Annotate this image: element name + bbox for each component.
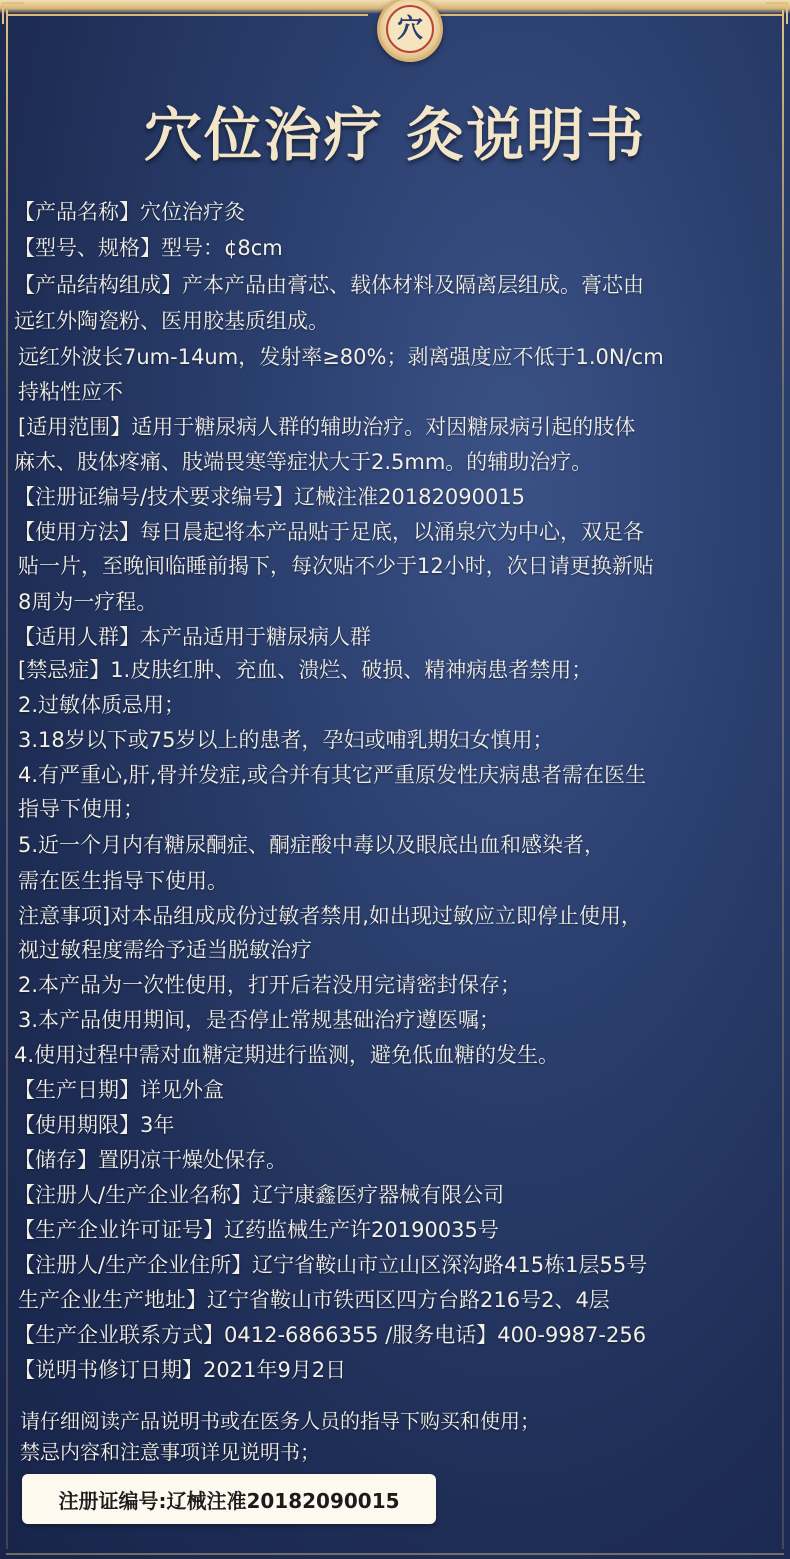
instruction-line: 【生产企业许可证号】辽药监械生产许20190035号 [14,1218,499,1242]
instruction-line: 3.18岁以下或75岁以上的患者，孕妇或哺乳期妇女慎用； [18,728,554,752]
corner-ornament-top-left [2,2,24,24]
instruction-line: 【注册证编号/技术要求编号】辽械注准20182090015 [14,485,526,509]
emblem-badge [377,0,443,62]
instruction-line: 3.本产品使用期间，是否停止常规基础治疗遵医嘱； [18,1008,501,1032]
top-border-line-left [8,14,368,16]
instruction-line: 【生产企业联系方式】0412-6866355 /服务电话】400-9987-256 [14,1323,647,1347]
registration-number: 注册证编号:辽械注准20182090015 [58,1488,400,1513]
instruction-line: 5.近一个月内有糖尿酮症、酮症酸中毒以及眼底出血和感染者， [18,833,606,857]
registration-number-box [22,1474,436,1524]
instruction-line: 【储存】置阴凉干燥处保存。 [14,1148,287,1172]
instruction-line: [适用范围】适用于糖尿病人群的辅助治疗。对因糖尿病引起的肢体 [18,415,636,439]
advisory-line: 请仔细阅读产品说明书或在医务人员的指导下购买和使用； [20,1409,540,1433]
instruction-line: 【生产日期】详见外盒 [14,1078,224,1102]
instruction-line: 需在医生指导下使用。 [18,869,228,893]
instruction-line: 8周为一疗程。 [18,590,158,614]
instruction-line: 视过敏程度需给予适当脱敏治疗 [18,938,312,962]
instruction-line: 【产品结构组成】产本产品由膏芯、载体材料及隔离层组成。膏芯由 [14,273,644,297]
instruction-line: 2.过敏体质忌用； [18,693,186,717]
instruction-line: 指导下使用； [18,797,144,821]
instruction-line: 4.有严重心,肝,骨并发症,或合并有其它严重原发性庆病患者需在医生 [18,763,647,787]
instruction-line: 持粘性应不 [18,380,123,404]
top-border-line-right [422,14,782,16]
instruction-line: 麻木、肢体疼痛、肢端畏寒等症状大于2.5mm。的辅助治疗。 [14,450,593,474]
instruction-line: 远红外陶瓷粉、医用胶基质组成。 [14,309,329,333]
instruction-line: 【使用期限】3年 [14,1113,175,1137]
instruction-line: 【适用人群】本产品适用于糖尿病人群 [14,625,371,649]
instruction-line: 【型号、规格】型号：¢8cm [14,236,283,260]
right-border [782,10,784,1549]
emblem-inner-ring [386,5,434,53]
instruction-line: 4.使用过程中需对血糖定期进行监测，避免低血糖的发生。 [14,1043,560,1067]
instruction-line: 【产品名称】穴位治疗灸 [14,200,245,224]
instruction-line: 贴一片，至晚间临睡前揭下，每次贴不少于12小时，次日请更换新贴 [18,554,654,578]
left-border [6,10,8,1549]
advisory-line: 禁忌内容和注意事项详见说明书； [20,1440,320,1464]
page-title: 穴位治疗 灸说明书 [143,101,647,169]
instruction-line: [禁忌症】1.皮肤红肿、充血、溃烂、破损、精神病患者禁用； [18,658,593,682]
instruction-line: 【注册人/生产企业住所】辽宁省鞍山市立山区深沟路415栋1层55号 [14,1253,648,1277]
instruction-line: 【说明书修订日期】2021年9月2日 [14,1358,347,1382]
instruction-line: 2.本产品为一次性使用，打开后若没用完请密封保存； [18,973,522,997]
corner-ornament-top-right [766,2,788,24]
instruction-line: 【使用方法】每日晨起将本产品贴于足底，以涌泉穴为中心，双足各 [14,520,644,544]
instruction-line: 【注册人/生产企业名称】辽宁康鑫医疗器械有限公司 [14,1183,505,1207]
instruction-line: 注意事项]对本品组成成份过敏者禁用,如出现过敏应立即停止使用， [18,904,642,928]
emblem-character: 穴 [396,14,423,44]
bottom-border [6,1553,784,1555]
instruction-line: 生产企业生产地址】辽宁省鞍山市铁西区四方台路216号2、4层 [18,1288,610,1312]
instruction-line: 远红外波长7um-14um，发射率≥80%；剥离强度应不低于1.0N/cm [18,345,664,369]
